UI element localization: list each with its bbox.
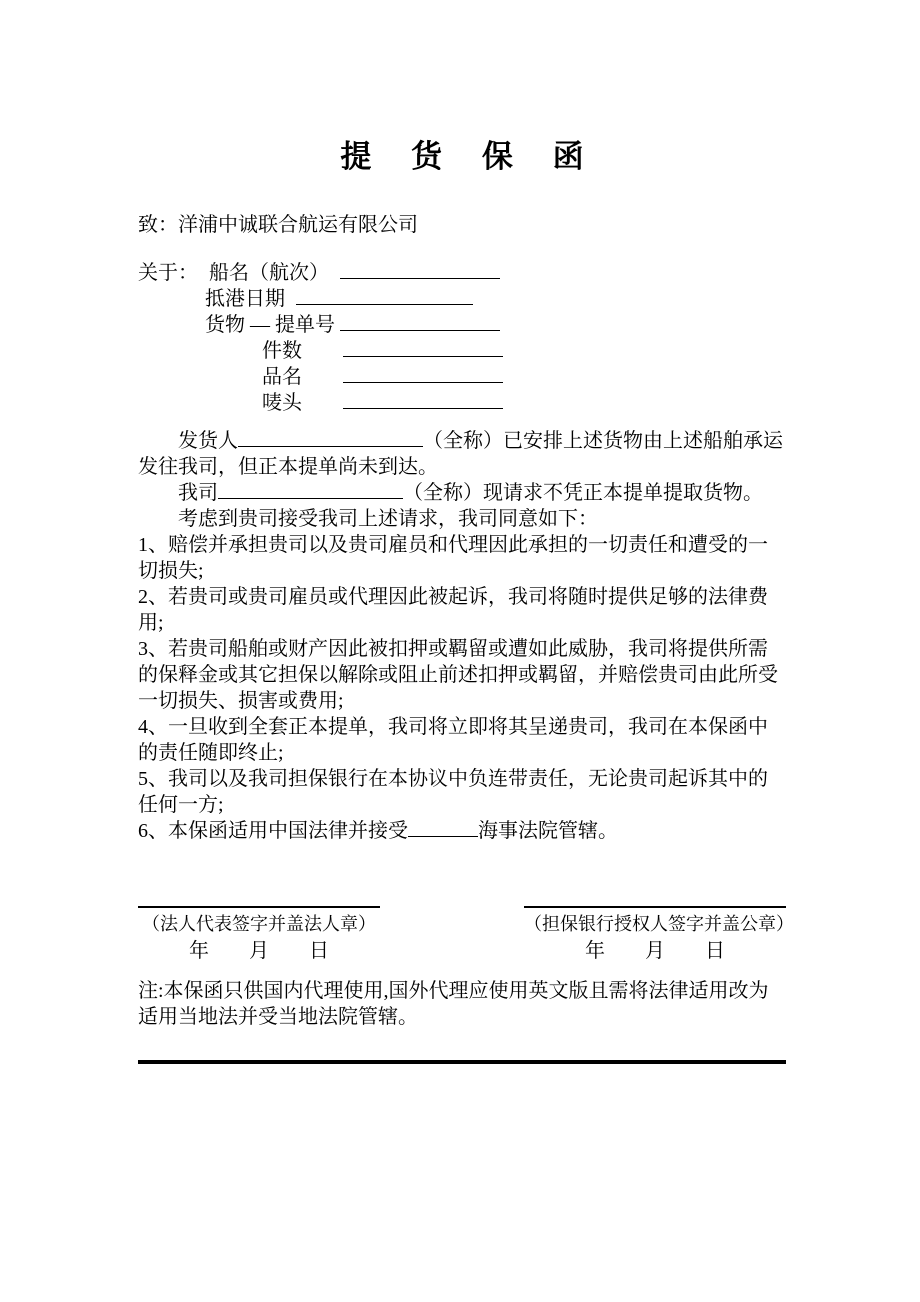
bottom-rule (138, 1060, 786, 1064)
ship-name-blank (340, 260, 500, 279)
document-title: 提 货 保 函 (340, 139, 600, 174)
company-paragraph-suffix: （全称）现请求不凭正本提单提取货物。 (403, 482, 763, 504)
marks-label: 唛头 (262, 392, 302, 414)
legal-rep-signature-label: （法人代表签字并盖法人章） (142, 914, 376, 934)
goods-name-row (138, 364, 786, 390)
arrival-date-label: 抵港日期 (205, 288, 285, 310)
bank-signature-line (524, 906, 786, 908)
pieces-label: 件数 (262, 340, 302, 362)
goods-name-blank (343, 364, 503, 383)
clause-6-suffix: 海事法院管辖。 (478, 820, 618, 842)
marks-row (138, 390, 786, 416)
company-paragraph-prefix: 我司 (178, 482, 218, 504)
shipper-paragraph-suffix: （全称）已安排上述货物由上述船舶承运发往我司，但正本提单尚未到达。 (138, 430, 783, 478)
arrival-date-blank (296, 286, 473, 305)
signature-section (138, 906, 794, 964)
recipient-line: 致：洋浦中诚联合航运有限公司 (138, 214, 418, 236)
consideration-line: 考虑到贵司接受我司上述请求，我司同意如下： (178, 508, 598, 530)
shipper-paragraph-prefix: 发货人 (178, 430, 238, 452)
company-name-blank (218, 480, 403, 499)
legal-rep-signature-line (138, 906, 380, 908)
document-content (138, 0, 794, 1064)
re-block (138, 260, 786, 416)
note-paragraph: 注:本保函只供国内代理使用,国外代理应使用英文版且需将法律适用改为适用当地法并受当地法院管辖。 (138, 980, 769, 1028)
company-paragraph (138, 480, 786, 506)
clause-5: 5、我司以及我司担保银行在本协议中负连带责任，无论贵司起诉其中的任何一方; (138, 768, 768, 816)
shipper-paragraph (138, 428, 786, 480)
bl-number-row (138, 312, 786, 338)
marks-blank (343, 390, 503, 409)
clause-2: 2、若贵司或贵司雇员或代理因此被起诉，我司将随时提供足够的法律费用; (138, 586, 768, 634)
cargo-bl-label: 货物 — 提单号 (205, 314, 335, 336)
ship-name-label: 船名（航次） (209, 262, 329, 284)
bl-number-blank (340, 312, 500, 331)
legal-rep-signature-block (138, 906, 380, 964)
bank-date-line: 年 月 日 (585, 940, 725, 962)
pieces-row (138, 338, 786, 364)
ship-name-row (138, 260, 786, 286)
clause-4: 4、一旦收到全套正本提单，我司将立即将其呈递贵司，我司在本保函中的责任随即终止; (138, 716, 768, 764)
bank-signature-block (524, 906, 794, 964)
clause-3: 3、若贵司船舶或财产因此被扣押或羁留或遭如此威胁，我司将提供所需的保释金或其它担保以解除或阻止前述扣押或羁留，并赔偿贵司由此所受一切损失、损害或费用; (138, 638, 778, 712)
goods-name-label: 品名 (262, 366, 302, 388)
shipper-name-blank (238, 428, 423, 447)
clause-6-prefix: 6、本保函适用中国法律并接受 (138, 820, 408, 842)
re-label: 关于： (138, 262, 198, 284)
arrival-date-row (138, 286, 786, 312)
clause-1: 1、赔偿并承担贵司以及贵司雇员和代理因此承担的一切责任和遭受的一切损失; (138, 534, 768, 582)
bank-signature-label: （担保银行授权人签字并盖公章） (524, 914, 794, 934)
court-name-blank (408, 818, 478, 837)
legal-rep-date-line: 年 月 日 (189, 940, 329, 962)
clause-6 (138, 818, 786, 844)
pieces-blank (343, 338, 503, 357)
